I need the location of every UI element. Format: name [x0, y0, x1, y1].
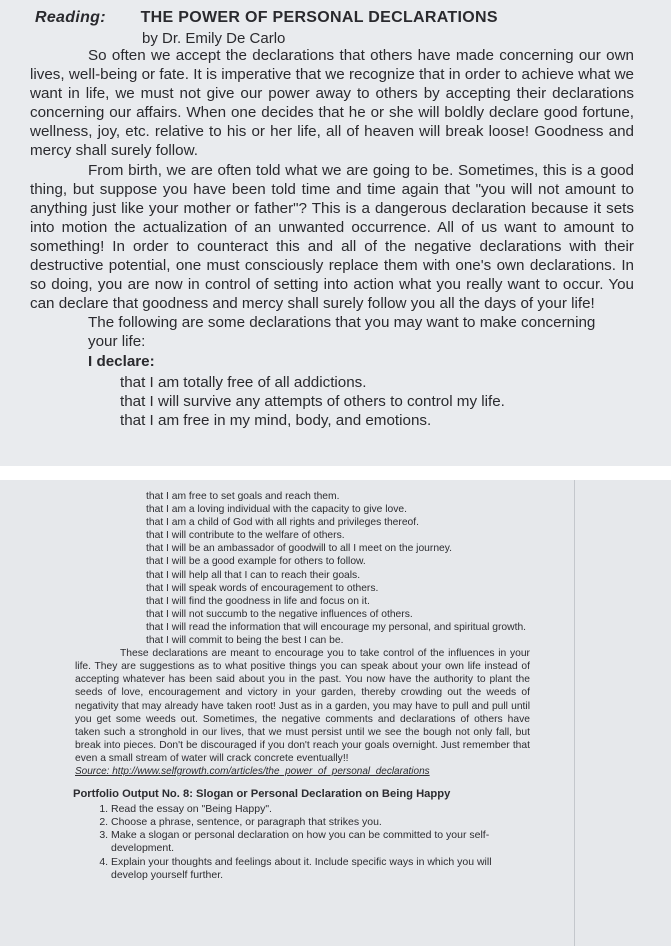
declaration-list-continued	[75, 490, 530, 647]
declaration-list-top	[120, 373, 634, 430]
reading-body	[30, 46, 634, 430]
portfolio-title: Portfolio Output No. 8: Slogan or Personal Declaration on Being Happy	[73, 788, 451, 801]
reading-header	[35, 9, 498, 27]
page-separator	[0, 466, 671, 480]
paragraph: So often we accept the declarations that others have made concerning our own lives, well-being or fate. It is imperative that we recognize that in order to achieve what we want in life, we must not give our power away to others by accepting their declarations concerning our affairs. When one decides that he or she will boldly declare good fortune, wellness, joy, etc. relative to his or her life, all of heaven will break loose! Goodness and mercy shall surely follow.	[30, 47, 634, 160]
source-link[interactable]: Source: http://www.selfgrowth.com/articles/the_power_of_personal_declarations	[75, 765, 430, 777]
declaration-item: that I will survive any attempts of others to control my life.	[120, 392, 505, 410]
declaration-item: that I will help all that I can to reach their goals.	[146, 569, 361, 581]
declaration-item: that I am free to set goals and reach them.	[146, 491, 340, 502]
continued-body	[75, 490, 530, 882]
intro-line: The following are some declarations that you may want to make concerning	[88, 314, 596, 332]
declaration-item: that I will be an ambassador of goodwill to all I meet on the journey.	[146, 543, 453, 555]
reading-page-top	[0, 0, 671, 466]
reading-page-bottom	[0, 480, 671, 946]
declaration-item: that I will contribute to the welfare of others.	[146, 530, 345, 542]
reading-label: Reading:	[35, 9, 106, 26]
closing-paragraph: These declarations are meant to encourage you to take control of the influences in your life. They are suggestions as to what positive things you can speak about your own life instead of accepting whatever has been said about you in the past. You now have the authority to plant the seeds of love, encouragement and victory in your garden, thereby crowding out the weeds of negativity that may already have taken root! Just as in a garden, you may have to pull and pull until you get some weeds out. Sometimes, the negative comments and declarations of others have taken such a stronghold in our lives, that we must persist until we see the bough not only fall, but break into pieces. Don't be discouraged if you don't reach your goals overnight. Just remember that even a small stream of water will crack concrete eventually!!	[75, 648, 530, 764]
declaration-item: that I will find the goodness in life and focus on it.	[146, 595, 370, 607]
portfolio-step: 1. Read the essay on "Being Happy".	[111, 803, 530, 816]
declaration-item: that I will not succumb to the negative influences of others.	[146, 608, 413, 620]
declaration-item: that I will commit to being the best I can be.	[146, 635, 344, 647]
declaration-item: that I will read the information that will encourage my personal, and spiritual growth.	[146, 621, 527, 633]
declaration-item: that I will be a good example for others to follow.	[146, 556, 366, 568]
portfolio-step: 4. Explain your thoughts and feelings about it. Include specific ways in which you will develop yourself further.	[111, 856, 530, 882]
portfolio-step: 3. Make a slogan or personal declaration on how you can be committed to your self-development.	[111, 829, 530, 855]
page-fold-line	[574, 480, 575, 946]
reading-title: THE POWER OF PERSONAL DECLARATIONS	[140, 9, 498, 26]
declaration-item: that I will speak words of encouragement to others.	[146, 582, 379, 594]
declaration-item: that I am free in my mind, body, and emotions.	[120, 411, 432, 429]
author-byline: by Dr. Emily De Carlo	[142, 30, 286, 47]
intro-line-end: your life:	[88, 333, 146, 351]
declare-label: I declare:	[88, 352, 155, 370]
portfolio-step: 2. Choose a phrase, sentence, or paragraph that strikes you.	[111, 816, 530, 829]
portfolio-steps	[75, 803, 530, 882]
declaration-item: that I am a loving individual with the capacity to give love.	[146, 504, 407, 516]
paragraph: From birth, we are often told what we are going to be. Sometimes, this is a good thing, but suppose you have been told time and time again that "you will not amount to anything just like your mother or father"? This is a dangerous declaration because it sets into motion the actualization of an unwanted occurrence. All of us want to amount to something! In order to counteract this and all of the negative declarations with their destructive potential, one must consciously replace them with one's own declarations. In so doing, you are now in control of setting into action what you really want to occur. You can declare that goodness and mercy shall surely follow you all the days of your life!	[30, 161, 634, 313]
declaration-item: that I am a child of God with all rights and privileges thereof.	[146, 517, 420, 529]
declaration-item: that I am totally free of all addictions.	[120, 373, 367, 391]
